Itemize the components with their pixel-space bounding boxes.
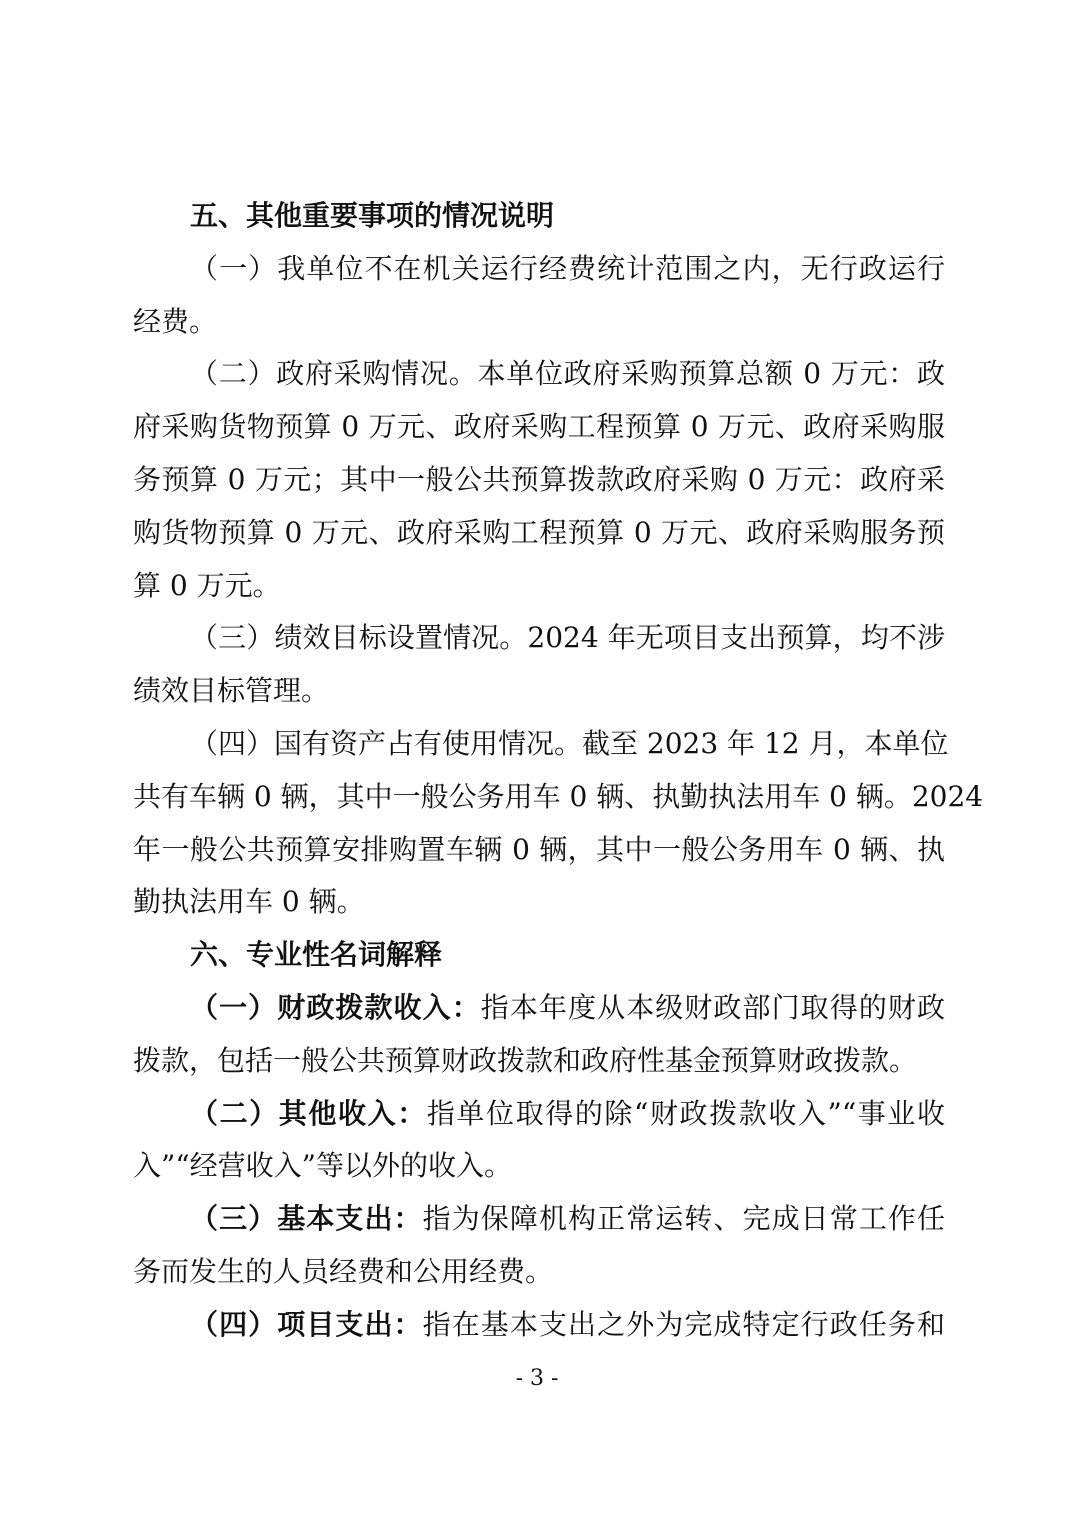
- paragraph-government-procurement: [133, 348, 945, 612]
- paragraph-line: [133, 1299, 945, 1352]
- paragraph-line: [133, 1193, 945, 1246]
- page-number: - 3 -: [515, 1366, 559, 1391]
- paragraph-line: （二）政府采购情况。本单位政府采购预算总额 0 万元：政: [190, 357, 945, 391]
- term-definition: 指为保障机构正常运转、完成日常工作任: [422, 1202, 945, 1236]
- section-heading-other-matters: 五、其他重要事项的情况说明: [190, 199, 555, 232]
- paragraph-line: 务而发生的人员经费和公用经费。: [133, 1254, 554, 1288]
- paragraph-line: 算 0 万元。: [133, 568, 281, 602]
- paragraph-line: [133, 982, 945, 1035]
- section-heading-glossary: 六、专业性名词解释: [190, 938, 443, 972]
- paragraph-line: 拨款，包括一般公共预算财政拨款和政府性基金预算财政拨款。: [133, 1043, 918, 1077]
- paragraph-fiscal-appropriation-income: [133, 982, 945, 1088]
- paragraph-line: 勤执法用车 0 辆。: [133, 885, 365, 919]
- term-definition: 指单位取得的除“财政拨款收入”“事业收: [426, 1096, 945, 1130]
- paragraph-line: 务预算 0 万元；其中一般公共预算拨款政府采购 0 万元：政府采: [133, 462, 945, 496]
- paragraph-basic-expenditure: [133, 1193, 945, 1299]
- paragraph-line: 购货物预算 0 万元、政府采购工程预算 0 万元、政府采购服务预: [133, 515, 945, 549]
- term-label: （三）基本支出：: [190, 1202, 423, 1236]
- paragraph-line: 共有车辆 0 辆，其中一般公务用车 0 辆、执勤执法用车 0 辆。2024: [133, 779, 984, 813]
- paragraph-line: （三）绩效目标设置情况。2024 年无项目支出预算，均不涉: [190, 621, 945, 655]
- paragraph-other-income: [133, 1088, 945, 1194]
- paragraph-line: [133, 1088, 945, 1141]
- paragraph-state-assets: [133, 718, 984, 929]
- term-label: （四）项目支出：: [190, 1307, 423, 1341]
- document-body: [133, 190, 984, 1352]
- paragraph-line: 经费。: [133, 304, 218, 338]
- paragraph-line: 年一般公共预算安排购置车辆 0 辆，其中一般公务用车 0 辆、执: [133, 832, 945, 866]
- term-definition: 指在基本支出之外为完成特定行政任务和: [422, 1307, 945, 1341]
- term-label: （一）财政拨款收入：: [190, 990, 481, 1024]
- paragraph-performance-targets: [133, 612, 945, 718]
- paragraph-project-expenditure: [133, 1299, 945, 1352]
- paragraph-line: 入”“经营收入”等以外的收入。: [133, 1149, 512, 1183]
- paragraph-line: （一）我单位不在机关运行经费统计范围之内，无行政运行: [190, 251, 945, 285]
- paragraph-line: （四）国有资产占有使用情况。截至 2023 年 12 月，本单位: [190, 726, 949, 760]
- term-label: （二）其他收入：: [190, 1096, 427, 1130]
- paragraph-admin-expenses: [133, 243, 945, 349]
- paragraph-line: 绩效目标管理。: [133, 674, 330, 708]
- paragraph-line: 府采购货物预算 0 万元、政府采购工程预算 0 万元、政府采购服: [133, 410, 945, 444]
- term-definition: 指本年度从本级财政部门取得的财政: [480, 990, 945, 1024]
